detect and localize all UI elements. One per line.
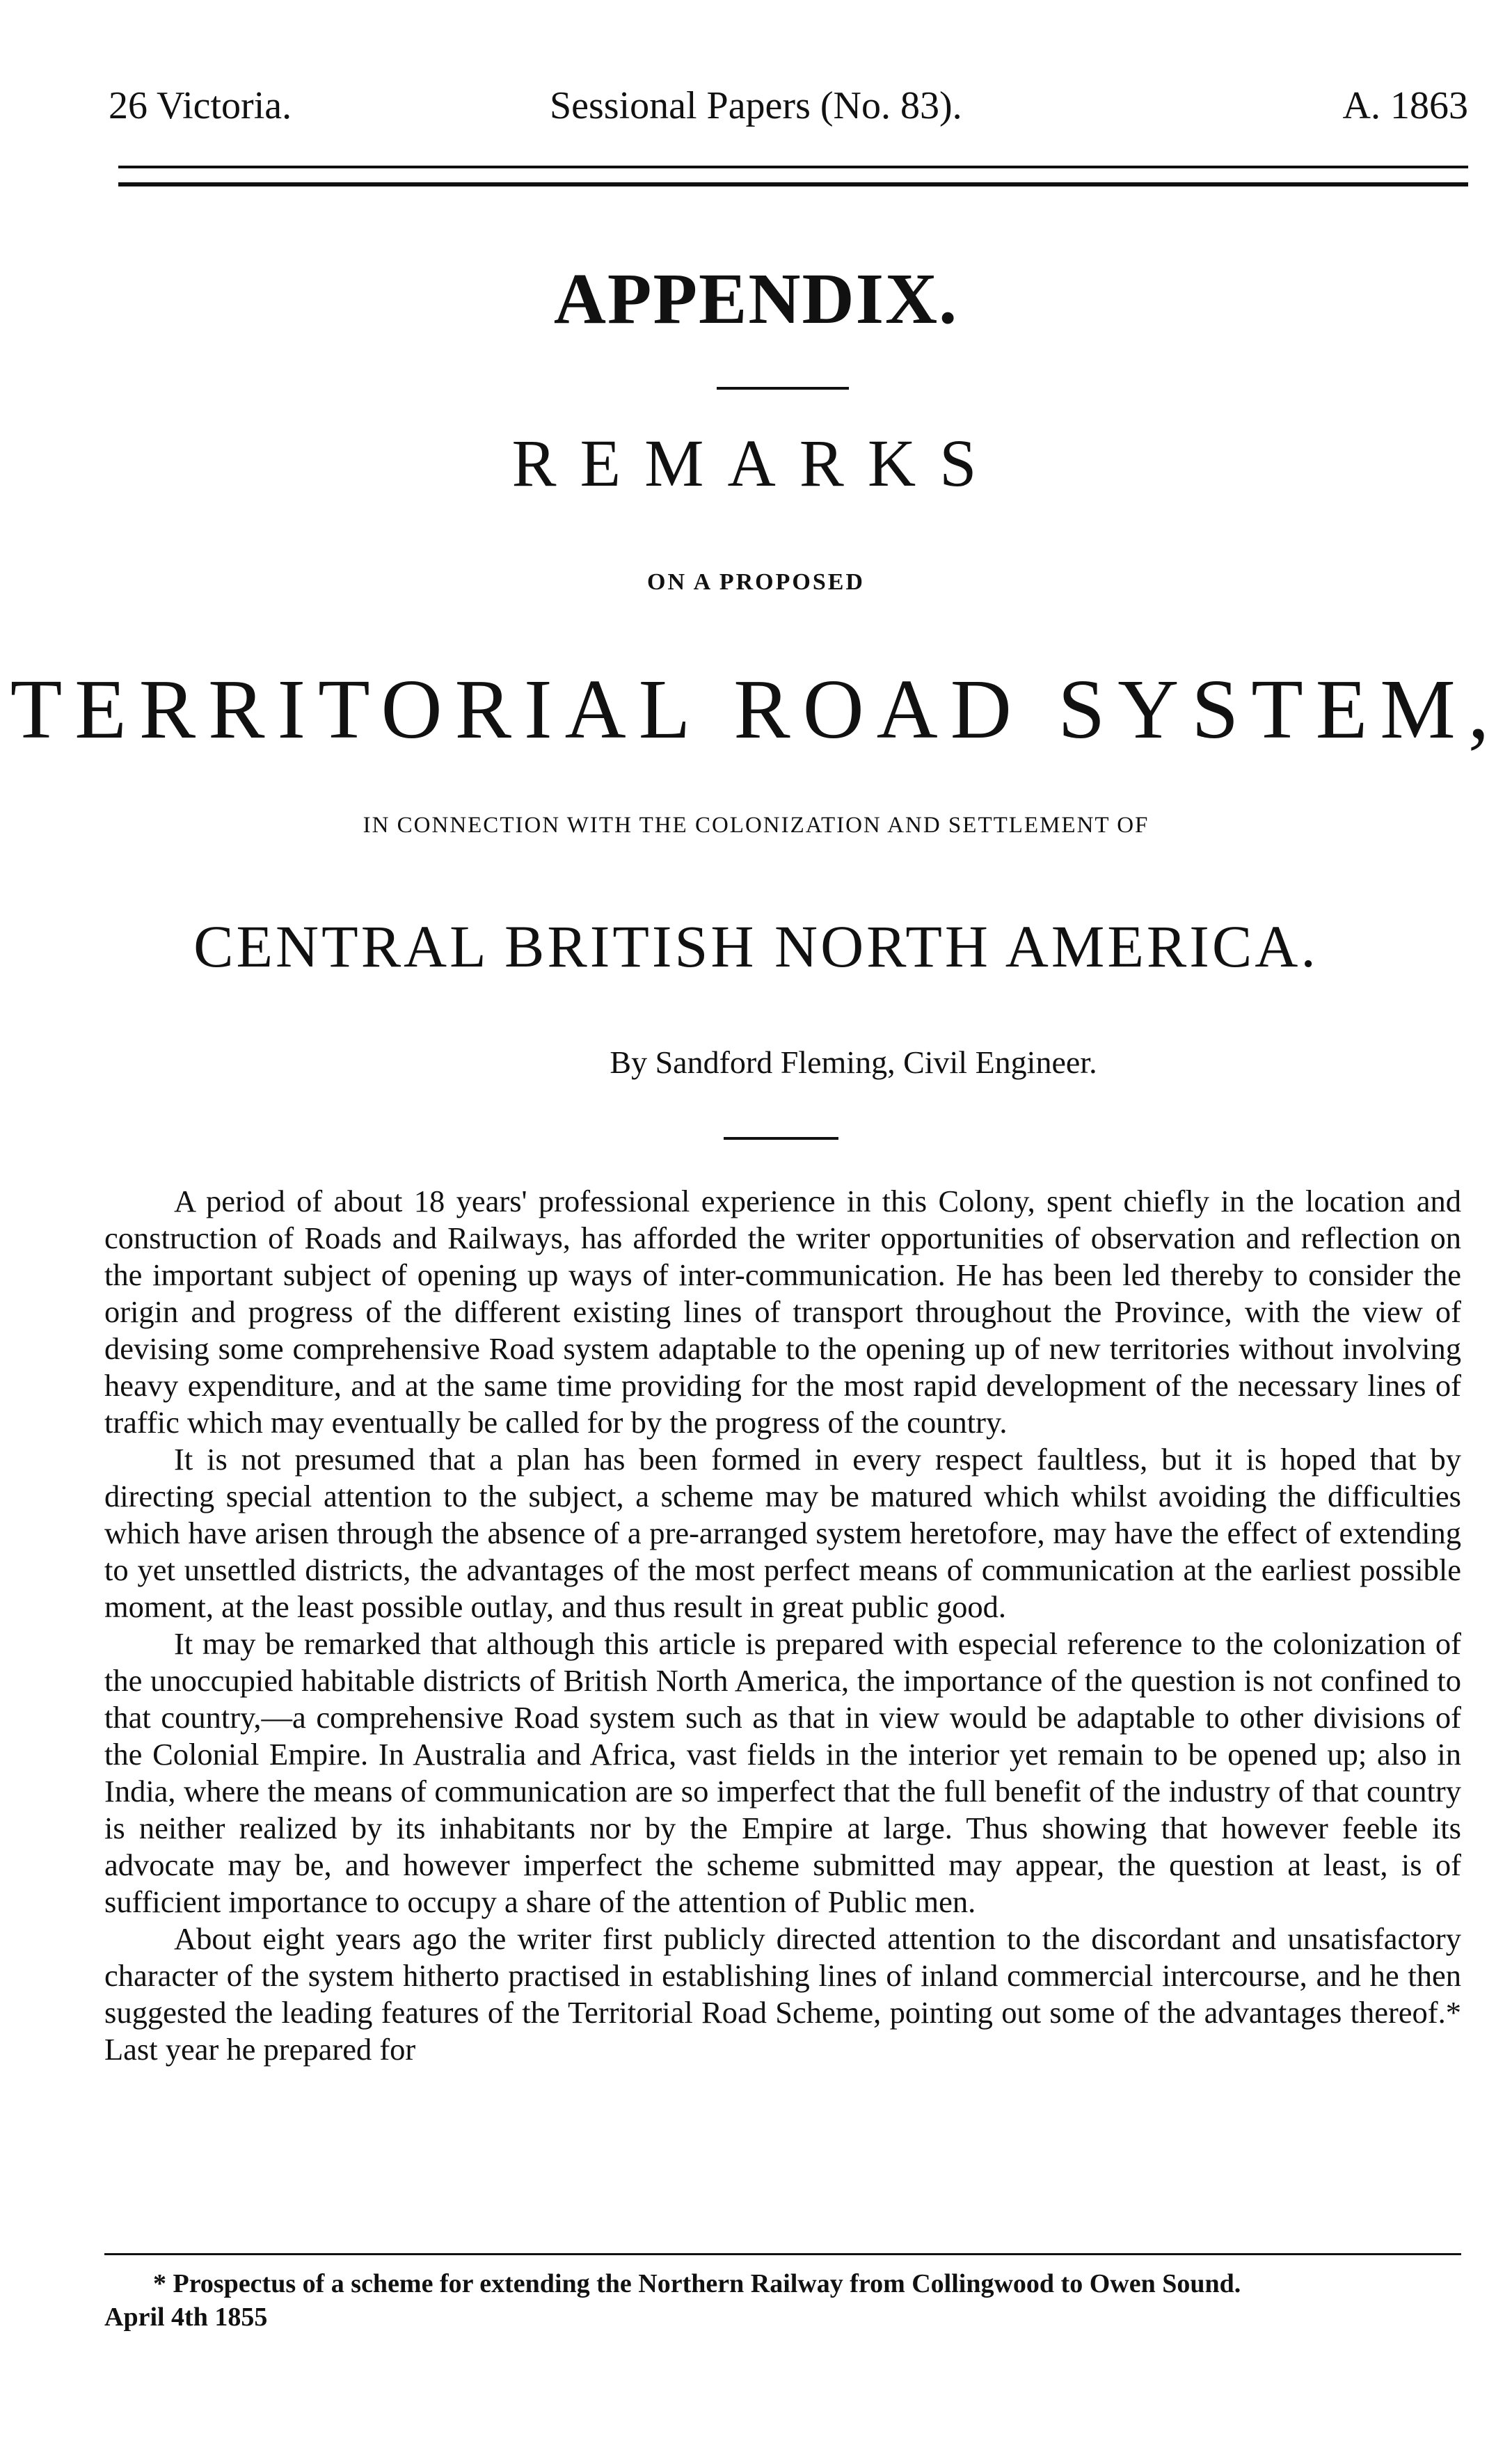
- paragraph: About eight years ago the writer first publicly directed attention to the discordant and unsatisfactory character of the system hitherto practised in establishing lines of inland commercial intercourse, and he then suggested the leading features of the Territorial Road Scheme, pointing out some of the advantages thereof.* Last year he prepared for: [104, 1921, 1461, 2067]
- connection-subheading: IN CONNECTION WITH THE COLONIZATION AND SETTLEMENT OF: [363, 813, 1149, 838]
- appendix-heading: APPENDIX.: [553, 259, 959, 339]
- footnote-date: April 4th 1855: [104, 2303, 268, 2332]
- header-sessional-papers: Sessional Papers (No. 83).: [550, 84, 962, 127]
- header-double-rule: [118, 166, 1468, 186]
- on-a-proposed-line: ON A PROPOSED: [647, 569, 865, 595]
- header-year: A. 1863: [1342, 84, 1468, 127]
- footnote-rule: [104, 2253, 1461, 2255]
- byline-divider: [724, 1137, 838, 1140]
- author-byline: By Sandford Fleming, Civil Engineer.: [610, 1044, 1097, 1080]
- central-british-north-america-heading: CENTRAL BRITISH NORTH AMERICA.: [193, 913, 1319, 980]
- body-text: [104, 1183, 1461, 2068]
- footnote-text: * Prospectus of a scheme for extending the Northern Railway from Collingwood to Owen Sound.: [153, 2269, 1241, 2298]
- title-divider: [717, 387, 849, 390]
- footnote: [104, 2267, 1461, 2334]
- paragraph: It is not presumed that a plan has been formed in every respect faultless, but it is hoped that by directing special attention to the subject, a scheme may be matured which whilst avoiding the difficulties which have arisen through the absence of a pre-arranged system heretofore, may have the effect of extending to yet unsettled districts, the advantages of the most perfect means of communication at the earliest possible moment, at the least possible outlay, and thus result in great public good.: [104, 1442, 1461, 1624]
- territorial-road-system-heading: TERRITORIAL ROAD SYSTEM,: [10, 662, 1502, 756]
- running-header: [104, 84, 1468, 139]
- paragraph: It may be remarked that although this article is prepared with especial reference to the colonization of the unoccupied habitable districts of British North America, the importance of the question is not confined to that country,—a comprehensive Road system such as that in view would be adaptable to other divisions of the Colonial Empire. In Australia and Africa, vast fields in the interior yet remain to be opened up; also in India, where the means of communication are so imperfect that the full benefit of the industry of that country is neither realized by its inhabitants nor by the Empire at large. Thus showing that however feeble its advocate may be, and however imperfect the scheme submitted may appear, the question at least, is of sufficient importance to occupy a share of the attention of Public men.: [104, 1626, 1461, 1919]
- remarks-heading: REMARKS: [511, 426, 1001, 500]
- header-session: 26 Victoria.: [109, 84, 292, 127]
- paragraph: A period of about 18 years' professional experience in this Colony, spent chiefly in the location and construction of Roads and Railways, has afforded the writer opportunities of observation and reflection on the important subject of opening up ways of inter-communication. He has been led thereby to consider the origin and progress of the different existing lines of transport throughout the Province, with the view of devising some comprehensive Road system adaptable to the opening up of new territories without involving heavy expenditure, and at the same time providing for the most rapid development of the necessary lines of traffic which may eventually be called for by the progress of the country.: [104, 1184, 1461, 1440]
